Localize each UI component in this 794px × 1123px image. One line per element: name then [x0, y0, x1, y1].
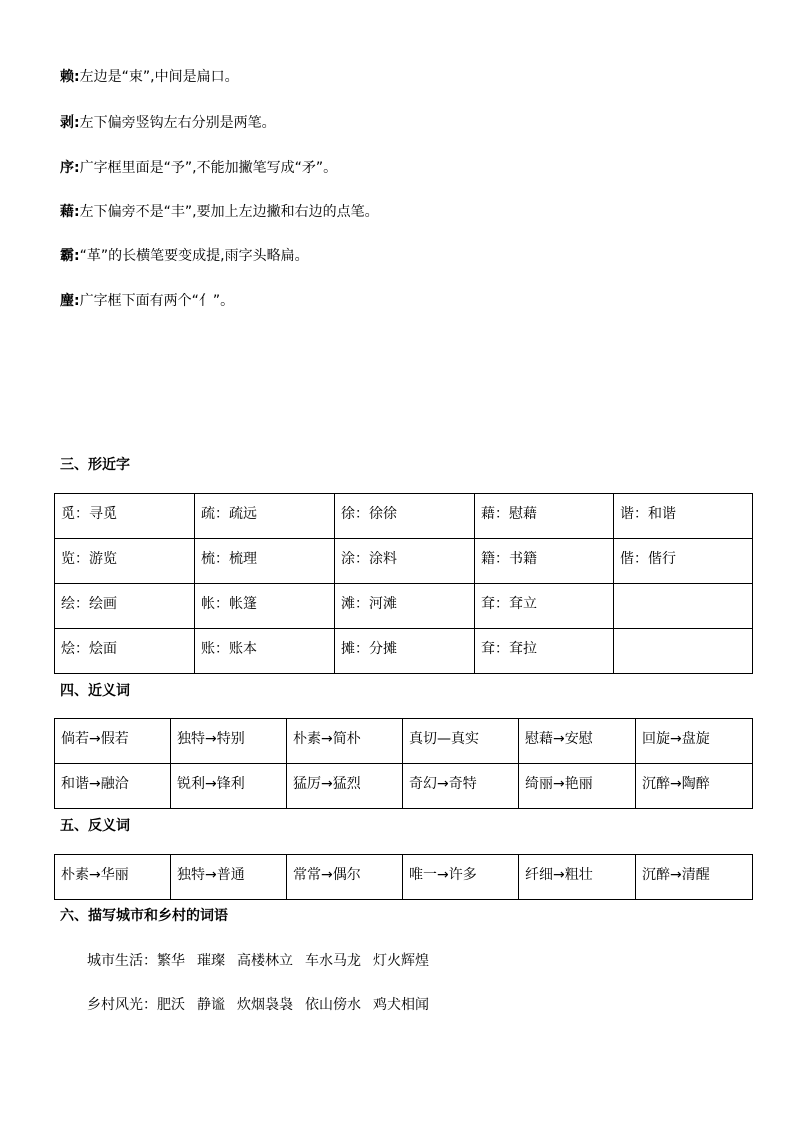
note-head: 序: [60, 160, 80, 176]
table-cell: 锐利→锋利 [171, 764, 287, 809]
section-title-synonyms: 四、近义词 [60, 683, 130, 699]
note-head: 麈: [60, 293, 80, 309]
table-cell: 耷：耷拉 [475, 629, 614, 674]
table-cell: 和谐→融洽 [55, 764, 171, 809]
country-words-line [87, 996, 441, 1014]
table-cell: 真切—真实 [403, 719, 519, 764]
table-row [55, 764, 753, 809]
table-cell: 朴素→简朴 [287, 719, 403, 764]
table-cell: 疏：疏远 [195, 494, 335, 539]
antonyms-table [54, 854, 753, 900]
synonyms-table [54, 718, 753, 809]
table-cell: 帐：帐篷 [195, 584, 335, 629]
table-row [55, 494, 753, 539]
word: 炊烟袅袅 [237, 997, 293, 1013]
word: 繁华 [157, 953, 185, 969]
table-cell: 独特→特别 [171, 719, 287, 764]
table-cell: 独特→普通 [171, 855, 287, 900]
word: 高楼林立 [237, 953, 293, 969]
word: 车水马龙 [305, 953, 361, 969]
note-item [60, 159, 337, 177]
city-words-line [87, 952, 441, 970]
table-cell: 账：账本 [195, 629, 335, 674]
city-label: 城市生活： [87, 953, 157, 969]
table-cell: 觅：寻觅 [55, 494, 195, 539]
note-head: 霸: [60, 248, 80, 264]
table-cell: 绮丽→艳丽 [519, 764, 636, 809]
table-row [55, 629, 753, 674]
table-cell: 沉醉→清醒 [636, 855, 753, 900]
table-cell: 常常→偶尔 [287, 855, 403, 900]
table-cell: 耷：耷立 [475, 584, 614, 629]
note-text: 广字框里面是“予”,不能加撇笔写成“矛”。 [79, 160, 338, 176]
word: 璀璨 [197, 953, 225, 969]
section-title-similar-chars: 三、形近字 [60, 457, 130, 473]
table-cell: 绘：绘画 [55, 584, 195, 629]
table-cell: 猛厉→猛烈 [287, 764, 403, 809]
table-cell: 奇幻→奇特 [403, 764, 519, 809]
similar-chars-table [54, 493, 753, 674]
table-cell: 摊：分摊 [335, 629, 475, 674]
table-cell: 慰藉→安慰 [519, 719, 636, 764]
table-cell: 倘若→假若 [55, 719, 171, 764]
note-text: 广字框下面有两个“亻”。 [79, 293, 235, 309]
word: 灯火辉煌 [373, 953, 429, 969]
table-cell: 籍：书籍 [475, 539, 614, 584]
note-item [60, 68, 239, 86]
word: 鸡犬相闻 [373, 997, 429, 1013]
note-text: 左下偏旁不是“丰”,要加上左边撇和右边的点笔。 [79, 204, 379, 220]
table-cell: 谐：和谐 [614, 494, 753, 539]
table-cell [614, 584, 753, 629]
word: 依山傍水 [305, 997, 361, 1013]
table-cell: 滩：河滩 [335, 584, 475, 629]
note-head: 剥: [60, 115, 80, 131]
table-cell: 涂：涂料 [335, 539, 475, 584]
table-cell: 烩：烩面 [55, 629, 195, 674]
word: 静谧 [197, 997, 225, 1013]
note-head: 赖: [60, 69, 80, 85]
word: 肥沃 [157, 997, 185, 1013]
note-text: 左边是“束”,中间是扁口。 [79, 69, 239, 85]
note-text: 左下偏旁竖钩左右分别是两笔。 [79, 115, 276, 131]
table-cell: 纤细→粗壮 [519, 855, 636, 900]
table-cell: 朴素→华丽 [55, 855, 171, 900]
table-cell: 藉：慰藉 [475, 494, 614, 539]
table-cell: 偕：偕行 [614, 539, 753, 584]
table-cell: 唯一→许多 [403, 855, 519, 900]
note-item [60, 203, 379, 221]
table-cell: 沉醉→陶醉 [636, 764, 753, 809]
note-text: “革”的长横笔要变成提,雨字头略扁。 [79, 248, 309, 264]
section-title-city-country: 六、描写城市和乡村的词语 [60, 908, 228, 924]
note-item [60, 292, 234, 310]
note-item [60, 247, 309, 265]
table-cell: 梳：梳理 [195, 539, 335, 584]
table-cell [614, 629, 753, 674]
table-cell: 览：游览 [55, 539, 195, 584]
table-row [55, 855, 753, 900]
section-title-antonyms: 五、反义词 [60, 818, 130, 834]
note-item [60, 114, 276, 132]
table-cell: 回旋→盘旋 [636, 719, 753, 764]
table-row [55, 719, 753, 764]
country-label: 乡村风光： [87, 997, 157, 1013]
table-cell: 徐：徐徐 [335, 494, 475, 539]
table-row [55, 584, 753, 629]
note-head: 藉: [60, 204, 80, 220]
table-row [55, 539, 753, 584]
